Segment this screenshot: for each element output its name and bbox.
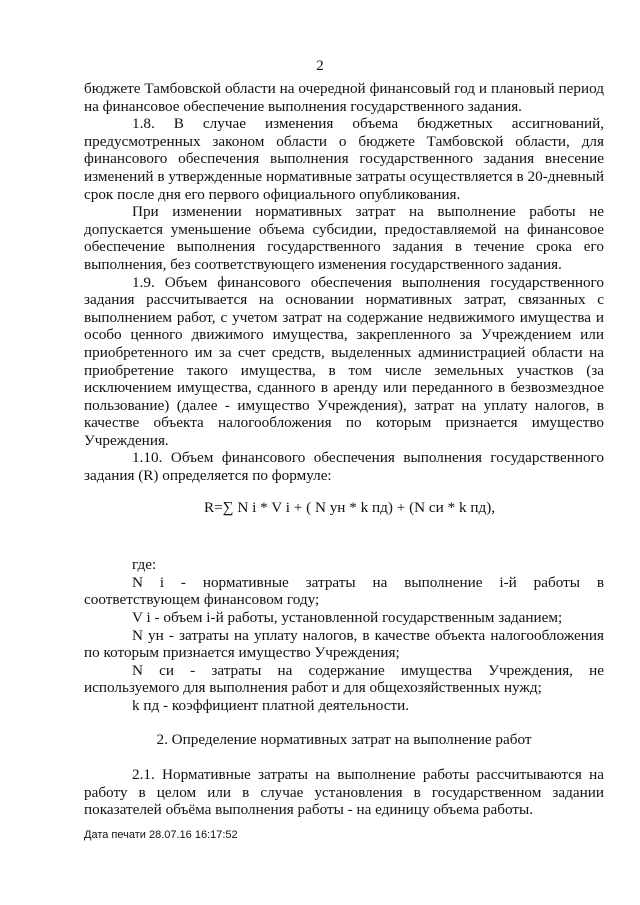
section-2-title: 2. Определение нормативных затрат на выполнение работ: [156, 730, 532, 748]
paragraph-2-1: 2.1. Нормативные затраты на выполнение работы рассчитываются на работу в целом или в случае установления в государственном задании показателей объёма выполнения работы - на единицу объема работы.: [84, 766, 604, 819]
paragraph-1-9: 1.9. Объем финансового обеспечения выполнения государственного задания рассчитывается на основании нормативных затрат, связанных с выполнением работ, с учетом затрат на содержание недвижимого имущества и особо ценного движимого имущества, закрепленного за Учреждением или приобретенного им за счет средств, выделенных администрацией области на приобретение такого имущества, в том числе земельных участков (за исключением имущества, сданного в аренду или переданного в безвозмездное пользование) (далее - имущество Учреждения), затрат на уплату налогов, в качестве объекта налогообложения по которым признается имущество Учреждения.: [84, 273, 604, 449]
paragraph-1-10: 1.10. Объем финансового обеспечения выполнения государственного задания (R) определяется по формуле:: [84, 449, 604, 485]
definition-kpd: k пд - коэффициент платной деятельности.: [132, 697, 410, 714]
where-label: где:: [132, 556, 157, 574]
definition-nsi: N си - затраты на содержание имущества Учреждения, не используемого для выполнения работ и для общехозяйственных нужд;: [84, 661, 604, 697]
definition-ni: N i - нормативные затраты на выполнение i-й работы в соответствующем финансовом году;: [84, 573, 604, 609]
paragraph-1-8: 1.8. В случае изменения объема бюджетных ассигнований, предусмотренных законом области о бюджете Тамбовской области, для финансового обеспечения выполнения государственного задания внесение изменений в утвержденные нормативные затраты осуществляется в 20-дневный срок после дня его первого официального опубликования.: [84, 115, 604, 203]
paragraph-budget-continuation: бюджете Тамбовской области на очередной финансовый год и плановый период на финансовое обеспечение выполнения государственного задания.: [84, 80, 604, 115]
document-body: [84, 80, 604, 819]
print-date-footer: Дата печати 28.07.16 16:17:52: [84, 829, 238, 841]
definition-nun: N ун - затраты на уплату налогов, в качестве объекта налогообложения по которым признается имущество Учреждения;: [84, 626, 604, 662]
definition-vi: V i - объем i-й работы, установленной государственным заданием;: [132, 609, 563, 627]
formula: R=∑ N i * V i + ( N ун * k пд) + (N си * k пд),: [204, 498, 496, 516]
page-number: 2: [316, 58, 324, 74]
paragraph-subsidy-change: При изменении нормативных затрат на выполнение работы не допускается уменьшение объема субсидии, предоставляемой на финансовое обеспечение выполнения государственного задания в течение срока его выполнения, без соответствующего изменения государственного задания.: [84, 203, 604, 273]
